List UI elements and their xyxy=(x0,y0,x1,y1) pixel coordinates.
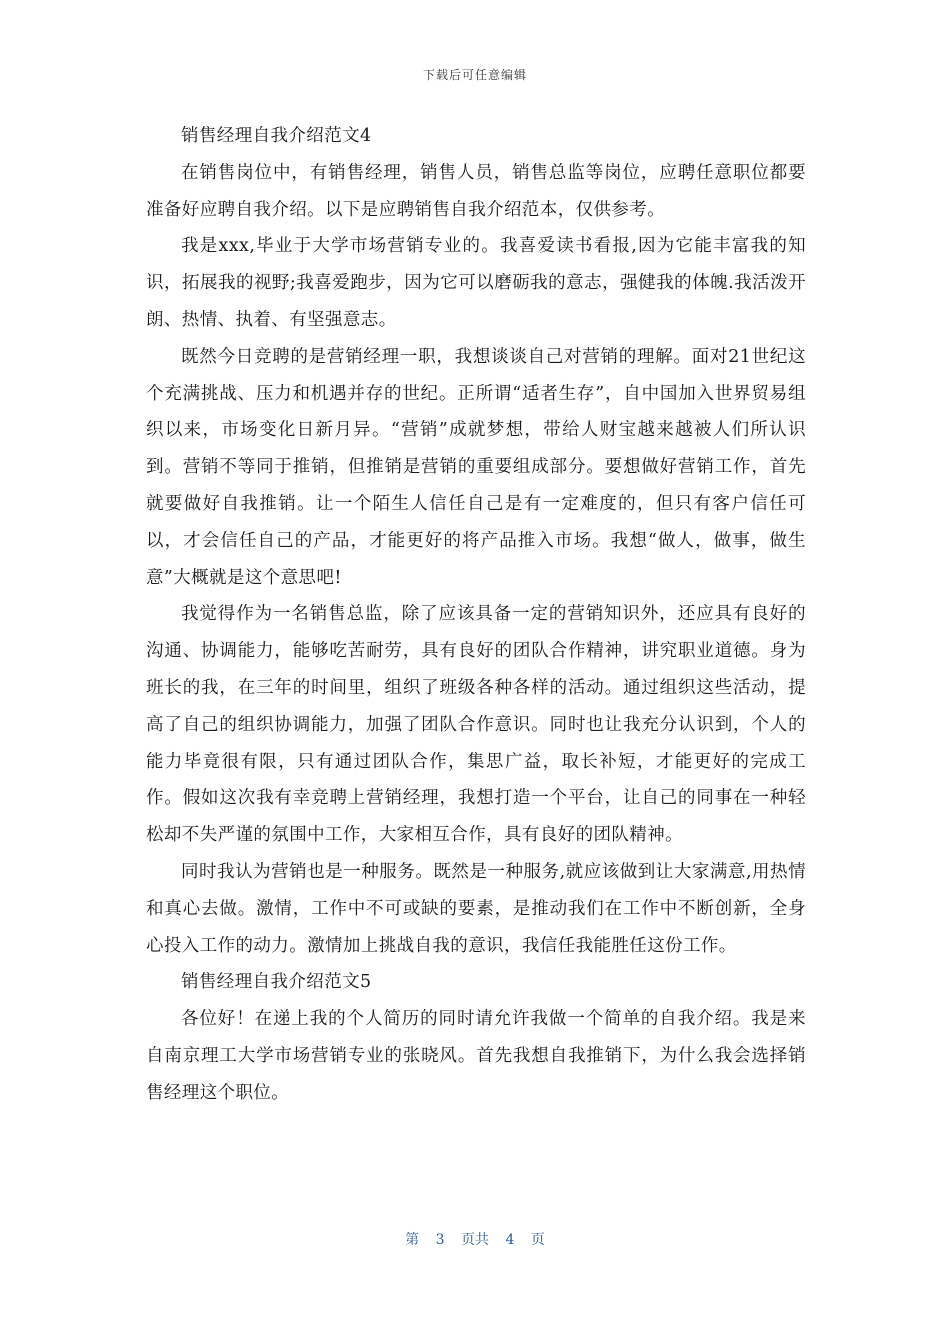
footer-middle: 页共 xyxy=(461,1232,489,1248)
section-heading: 销售经理自我介绍范文4 xyxy=(181,126,372,146)
paragraph: 各位好！在递上我的个人简历的同时请允许我做一个简单的自我介绍。我是来自南京理工大学市场营销专业的张晓风。首先我想自我推销下，为什么我会选择销售经理这个职位。 xyxy=(146,1009,806,1103)
paragraph: 我觉得作为一名销售总监，除了应该具备一定的营销知识外，还应具有良好的沟通、协调能力，能够吃苦耐劳，具有良好的团队合作精神，讲究职业道德。身为班长的我，在三年的时间里，组织了班级各种各样的活动。通过组织这些活动，提高了自己的组织协调能力，加强了团队合作意识。同时也让我充分认识到，个人的能力毕竟很有限，只有通过团队合作，集思广益，取长补短，才能更好的完成工作。假如这次我有幸竞聘上营销经理，我想打造一个平台，让自己的同事在一种轻松却不失严谨的氛围中工作，大家相互合作，具有良好的团队精神。 xyxy=(146,604,806,846)
section-heading: 销售经理自我介绍范文5 xyxy=(181,972,372,993)
footer-prefix: 第 xyxy=(405,1232,420,1248)
footer-suffix: 页 xyxy=(530,1232,545,1248)
paragraph: 我是xxx,毕业于大学市场营销专业的。我喜爱读书看报,因为它能丰富我的知识，拓展我的视野;我喜爱跑步，因为它可以磨砺我的意志，强健我的体魄.我活泼开朗、热情、执着、有坚强意志。 xyxy=(146,236,806,330)
paragraph: 既然今日竞聘的是营销经理一职，我想谈谈自己对营销的理解。面对21世纪这个充满挑战、压力和机遇并存的世纪。正所谓“适者生存”，自中国加入世界贸易组织以来，市场变化日新月异。“营销”成就梦想，带给人财宝越来越被人们所认识到。营销不等同于推销，但推销是营销的重要组成部分。要想做好营销工作，首先就要做好自我推销。让一个陌生人信任自己是有一定难度的，但只有客户信任可以，才会信任自己的产品，才能更好的将产品推入市场。我想“做人，做事，做生意”大概就是这个意思吧! xyxy=(146,346,806,588)
current-page-number: 3 xyxy=(435,1232,445,1248)
page-footer xyxy=(0,1229,950,1249)
document-body xyxy=(146,118,806,1112)
paragraph: 在销售岗位中，有销售经理，销售人员，销售总监等岗位，应聘任意职位都要准备好应聘自我介绍。以下是应聘销售自我介绍范本，仅供参考。 xyxy=(146,162,806,220)
total-pages-number: 4 xyxy=(505,1232,515,1248)
paragraph: 同时我认为营销也是一种服务。既然是一种服务,就应该做到让大家满意,用热情和真心去做。激情，工作中不可或缺的要素，是推动我们在工作中不断创新，全身心投入工作的动力。激情加上挑战自我的意识，我信任我能胜任这份工作。 xyxy=(146,861,806,956)
header-note: 下载后可任意编辑 xyxy=(422,68,527,82)
